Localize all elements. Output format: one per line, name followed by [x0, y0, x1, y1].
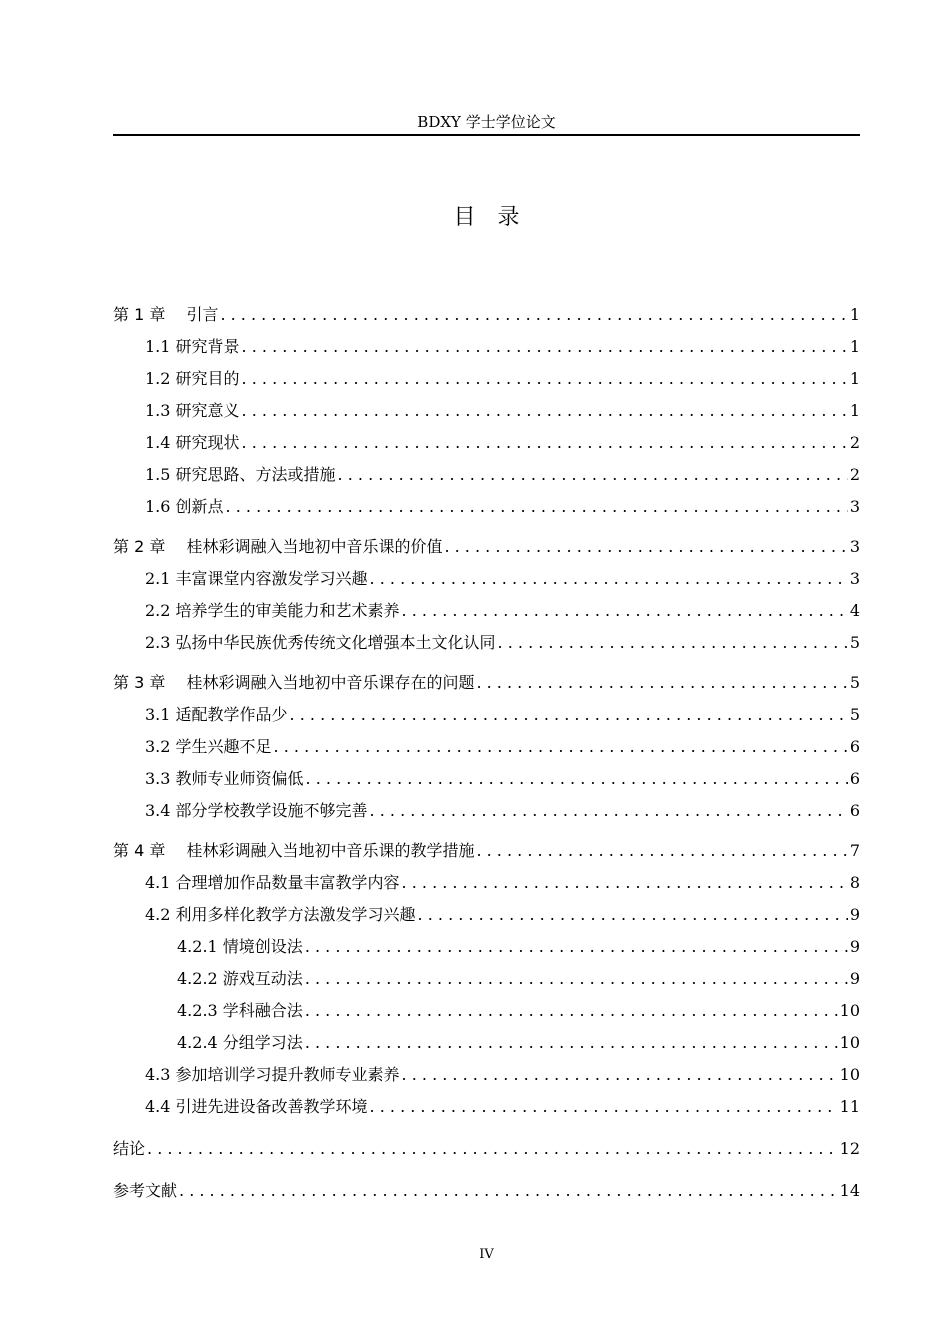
toc-entry-page: 2	[849, 465, 860, 484]
toc-entry-page: 14	[839, 1181, 860, 1200]
toc-chapter-entry	[113, 1178, 860, 1204]
toc-entry-label: 2.1 丰富课堂内容激发学习兴趣	[145, 569, 368, 588]
toc-entry-label: 4.1 合理增加作品数量丰富教学内容	[145, 873, 400, 892]
toc-leader-dots	[179, 1181, 838, 1200]
toc-leader-dots	[418, 905, 848, 924]
toc-entry-page: 1	[849, 401, 860, 420]
toc-entry-page: 5	[849, 673, 860, 692]
toc-entry-label: 4.2.4 分组学习法	[177, 1033, 303, 1052]
toc-entry-page: 5	[849, 705, 860, 724]
toc-entry-label: 1.2 研究目的	[145, 369, 240, 388]
toc-section-entry	[145, 598, 860, 624]
toc-entry-label: 3.3 教师专业师资偏低	[145, 769, 304, 788]
toc-entry-page: 7	[849, 841, 860, 860]
toc-entry-label: 2.2 培养学生的审美能力和艺术素养	[145, 601, 400, 620]
toc-entry-label: 2.3 弘扬中华民族优秀传统文化增强本土文化认同	[145, 633, 496, 652]
toc-chapter-entry	[113, 1136, 860, 1162]
toc-section-entry	[145, 462, 860, 488]
toc-entry-label: 第 3 章 桂林彩调融入当地初中音乐课存在的问题	[113, 673, 475, 692]
toc-leader-dots	[242, 337, 848, 356]
toc-entry-label: 第 4 章 桂林彩调融入当地初中音乐课的教学措施	[113, 841, 475, 860]
toc-entry-page: 2	[849, 433, 860, 452]
toc-entry-page: 4	[849, 601, 860, 620]
toc-leader-dots	[147, 1139, 838, 1158]
toc-entry-label: 1.5 研究思路、方法或措施	[145, 465, 336, 484]
toc-leader-dots	[476, 673, 847, 692]
toc-leader-dots	[242, 369, 848, 388]
toc-leader-dots	[498, 633, 848, 652]
toc-entry-page: 10	[839, 1033, 860, 1052]
toc-entry-page: 1	[849, 369, 860, 388]
toc-entry-page: 9	[849, 969, 860, 988]
toc-entry-page: 6	[849, 801, 860, 820]
toc-entry-page: 6	[849, 769, 860, 788]
header-rule	[113, 134, 860, 136]
toc-entry-label: 4.2.1 情境创设法	[177, 937, 303, 956]
toc-entry-label: 第 2 章 桂林彩调融入当地初中音乐课的价值	[113, 537, 443, 556]
toc-entry-label: 4.3 参加培训学习提升教师专业素养	[145, 1065, 400, 1084]
toc-entry-page: 6	[849, 737, 860, 756]
toc-section-entry	[145, 366, 860, 392]
toc-subsection-entry	[177, 1030, 860, 1056]
toc-subsection-entry	[177, 998, 860, 1024]
toc-subsection-entry	[177, 966, 860, 992]
toc-leader-dots	[402, 601, 848, 620]
toc-entry-page: 1	[849, 337, 860, 356]
toc-section-entry	[145, 734, 860, 760]
toc-entry-page: 9	[849, 905, 860, 924]
toc-entry-page: 3	[849, 537, 860, 556]
toc-entry-page: 9	[849, 937, 860, 956]
toc-leader-dots	[402, 1065, 838, 1084]
toc-section-entry	[145, 630, 860, 656]
toc-entry-label: 第 1 章 引言	[113, 305, 219, 324]
toc-leader-dots	[476, 841, 847, 860]
toc-leader-dots	[226, 497, 848, 516]
toc-entry-page: 1	[849, 305, 860, 324]
toc-leader-dots	[290, 705, 848, 724]
toc-section-entry	[145, 566, 860, 592]
toc-entry-label: 4.4 引进先进设备改善教学环境	[145, 1097, 368, 1116]
toc-entry-label: 参考文献	[113, 1181, 178, 1200]
toc-entry-label: 1.6 创新点	[145, 497, 224, 516]
toc-chapter-entry	[113, 534, 860, 560]
toc-section-entry	[145, 1062, 860, 1088]
toc-title: 目 录	[453, 205, 520, 230]
toc-section-entry	[145, 430, 860, 456]
toc-section-entry	[145, 766, 860, 792]
toc-entry-page: 3	[849, 497, 860, 516]
toc-entry-page: 3	[849, 569, 860, 588]
toc-chapter-entry	[113, 838, 860, 864]
toc-leader-dots	[402, 873, 848, 892]
toc-section-entry	[145, 798, 860, 824]
toc-section-entry	[145, 494, 860, 520]
toc-leader-dots	[444, 537, 847, 556]
toc-section-entry	[145, 902, 860, 928]
toc-leader-dots	[370, 801, 848, 820]
toc-leader-dots	[305, 969, 848, 988]
toc-leader-dots	[305, 1001, 838, 1020]
page-number: IV	[479, 1247, 494, 1262]
toc-entry-label: 1.4 研究现状	[145, 433, 240, 452]
running-header: BDXY 学士学位论文	[417, 113, 556, 131]
toc-entry-label: 1.1 研究背景	[145, 337, 240, 356]
toc-entry-label: 1.3 研究意义	[145, 401, 240, 420]
toc-leader-dots	[242, 401, 848, 420]
toc-chapter-entry	[113, 302, 860, 328]
toc-entry-page: 10	[839, 1065, 860, 1084]
toc-entry-page: 5	[849, 633, 860, 652]
toc-leader-dots	[370, 1097, 838, 1116]
toc-entry-label: 3.4 部分学校教学设施不够完善	[145, 801, 368, 820]
toc-chapter-entry	[113, 670, 860, 696]
toc-entry-page: 12	[839, 1139, 860, 1158]
toc-leader-dots	[305, 937, 848, 956]
toc-entry-label: 3.2 学生兴趣不足	[145, 737, 272, 756]
toc-entry-page: 8	[849, 873, 860, 892]
toc-leader-dots	[220, 305, 847, 324]
toc-leader-dots	[305, 1033, 838, 1052]
toc-section-entry	[145, 870, 860, 896]
toc-subsection-entry	[177, 934, 860, 960]
toc-leader-dots	[242, 433, 848, 452]
toc-entry-label: 结论	[113, 1139, 146, 1158]
toc-leader-dots	[338, 465, 848, 484]
toc-leader-dots	[306, 769, 848, 788]
toc-entry-page: 10	[839, 1001, 860, 1020]
toc-section-entry	[145, 1094, 860, 1120]
toc-section-entry	[145, 398, 860, 424]
toc-entry-label: 4.2.3 学科融合法	[177, 1001, 303, 1020]
toc-entry-label: 3.1 适配教学作品少	[145, 705, 288, 724]
toc-entry-page: 11	[839, 1097, 860, 1116]
toc-leader-dots	[370, 569, 848, 588]
toc-section-entry	[145, 702, 860, 728]
toc-leader-dots	[274, 737, 848, 756]
toc-section-entry	[145, 334, 860, 360]
toc-entry-label: 4.2 利用多样化教学方法激发学习兴趣	[145, 905, 416, 924]
toc-entry-label: 4.2.2 游戏互动法	[177, 969, 303, 988]
